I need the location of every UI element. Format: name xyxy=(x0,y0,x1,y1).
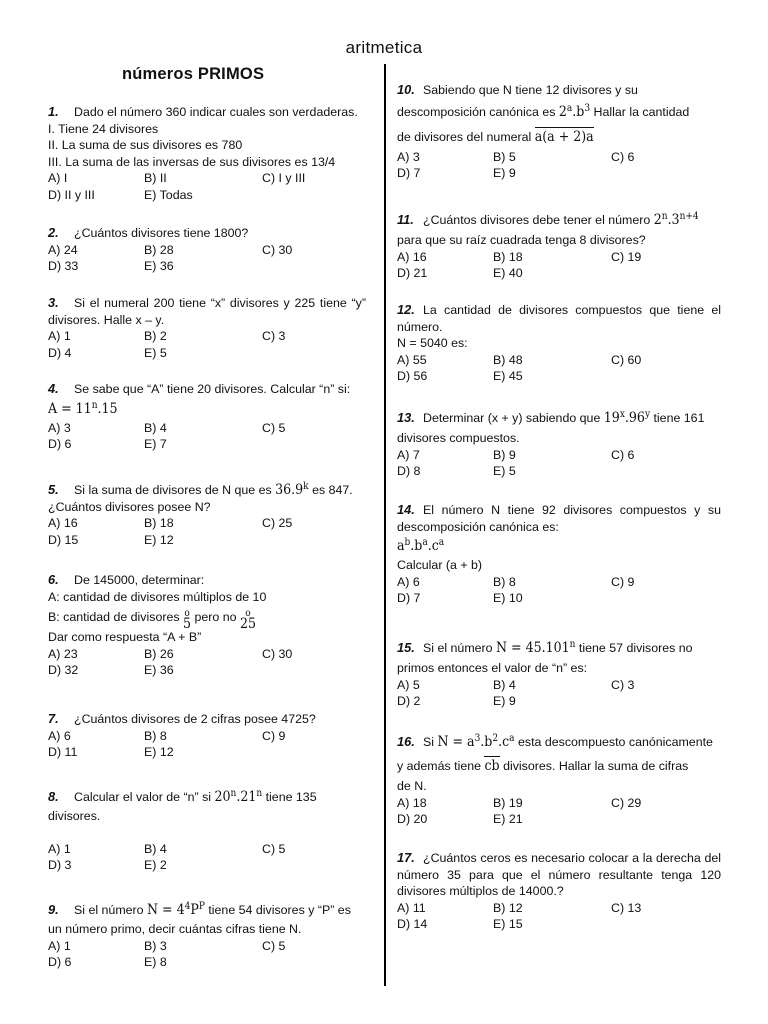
option-d: D) 8 xyxy=(397,464,421,479)
question-number: 7. xyxy=(48,711,59,726)
option-e: E) 40 xyxy=(493,266,523,281)
option-d: D) 6 xyxy=(48,955,72,970)
option-e: E) 12 xyxy=(144,532,174,547)
option-b: B) 4 xyxy=(144,841,167,856)
answer-options xyxy=(48,328,366,361)
option-a: A) 7 xyxy=(397,447,420,462)
question-1 xyxy=(48,104,366,204)
answer-options xyxy=(48,728,366,761)
question-12: 12. La cantidad de divisores compuestos que tiene el número. N = 5040 es: A) 55 B) 48 C) 60 D) 56 E) 45 xyxy=(397,302,721,384)
option-c: C) 3 xyxy=(611,677,635,692)
option-e: E) 5 xyxy=(144,345,167,360)
option-b: B) 18 xyxy=(493,249,523,264)
option-a: A) 11 xyxy=(397,900,426,915)
question-number: 10. xyxy=(397,82,415,97)
option-a: A) 3 xyxy=(48,420,71,435)
question-14: 14. El número N tiene 92 divisores compuestos y su descomposición canónica es: $a^b.b^a.c^a$ Calcular (a + b) A) 6 B) 8 C) 9 D) 7 E) 10 xyxy=(397,502,721,606)
topic-title: números PRIMOS xyxy=(122,65,265,83)
option-c: C) 6 xyxy=(611,149,635,164)
question-number: 9. xyxy=(48,902,59,917)
answer-options xyxy=(397,249,721,282)
question-number: 13. xyxy=(397,410,415,425)
option-c: C) 25 xyxy=(262,516,293,531)
question-3 xyxy=(48,295,366,361)
question-8: 8. Calcular el valor de “n” si 20$^n$.21$^n$ tiene 135 divisores. A) 1 B) 4 C) 5 D) 3 E) 2 xyxy=(48,786,366,874)
option-b: B) 2 xyxy=(144,329,167,344)
question-text: Dado el número 360 indicar cuales son verdaderas. xyxy=(74,105,358,119)
answer-options xyxy=(48,938,366,971)
question-number: 14. xyxy=(397,502,415,517)
option-a: A) 24 xyxy=(48,242,78,257)
option-e: E) 5 xyxy=(493,464,516,479)
option-e: E) Todas xyxy=(144,187,193,202)
question-11: 11. ¿Cuántos divisores debe tener el número $2^n.3^{n+4}$ para que su raíz cuadrada tenga 8 divisores? A) 16 B) 18 C) 19 D) 21 E) 40 xyxy=(397,208,721,282)
option-d: D) 33 xyxy=(48,259,79,274)
option-e: E) 8 xyxy=(144,955,167,970)
answer-options xyxy=(48,420,366,453)
question-number: 11. xyxy=(397,212,414,227)
option-c: C) 30 xyxy=(262,646,293,661)
document-title: aritmetica xyxy=(345,38,423,57)
question-text: ¿Cuántos ceros es necesario colocar a la derecha del número 35 para que el número resultante tenga 120 divisores múltiplos de 14000.? xyxy=(397,851,721,899)
multiple-notation: o 25 xyxy=(239,608,256,633)
option-b: B) 8 xyxy=(493,574,516,589)
option-b: B) 8 xyxy=(144,728,167,743)
option-b: B) 19 xyxy=(493,795,523,810)
question-7 xyxy=(48,711,366,761)
numeral-overline: cb xyxy=(484,758,500,774)
option-a: A) 5 xyxy=(397,677,420,692)
question-6: 6. De 145000, determinar: A: cantidad de divisores múltiplos de 10 B: cantidad de divisores o 5 pero no o 25 Dar como respuesta “A + B” A) 23 B) 26 C) 30 D) 32 E) 36 xyxy=(48,572,366,679)
statement-item: III. La suma de las inversas de sus divisores es 13/4 xyxy=(48,154,336,169)
statement-item: II. La suma de sus divisores es 780 xyxy=(48,138,243,153)
answer-options xyxy=(397,574,721,607)
option-e: E) 9 xyxy=(493,166,516,181)
option-d: D) 56 xyxy=(397,369,428,384)
option-a: A) 6 xyxy=(48,728,71,743)
option-c: C) 9 xyxy=(611,574,635,589)
question-4 xyxy=(48,381,366,453)
option-d: D) II y III xyxy=(48,187,95,202)
option-d: D) 6 xyxy=(48,437,72,452)
answer-options xyxy=(48,515,366,548)
option-b: B) II xyxy=(144,171,167,186)
formula: $A = 11^n.15$ xyxy=(48,399,118,417)
option-c: C) 6 xyxy=(611,447,635,462)
option-d: D) 21 xyxy=(397,266,428,281)
multiple-notation: o 5 xyxy=(183,608,192,633)
option-c: C) 9 xyxy=(262,728,286,743)
option-e: E) 36 xyxy=(144,663,174,678)
option-c: C) I y III xyxy=(262,171,306,186)
question-text: El número N tiene 92 divisores compuestos y su descomposición canónica es: xyxy=(397,503,721,534)
question-16: 16. Si $N = a^3.b^2.c^a$ esta descompuesto canónicamente y además tiene cb divisores. Hallar la suma de cifras de N. A) 18 B) 19 C) 29 D) 20 E) 21 xyxy=(397,730,721,828)
question-10: 10. Sabiendo que N tiene 12 divisores y su descomposición canónica es $2^a.b^3$ Hallar la cantidad de divisores del numeral a(a + 2)a A) 3 B) 5 C) 6 D) 7 E) 9 xyxy=(397,82,721,182)
formula: $2^a.b^3$ xyxy=(558,102,591,120)
question-text: De 145000, determinar: xyxy=(74,573,205,587)
option-a: A) 18 xyxy=(397,795,427,810)
answer-options xyxy=(48,646,366,679)
option-b: B) 26 xyxy=(144,646,174,661)
answer-options xyxy=(48,841,366,874)
answer-options xyxy=(48,170,366,203)
question-text: La cantidad de divisores compuestos que tiene el número. xyxy=(397,303,721,334)
option-c: C) 3 xyxy=(262,329,286,344)
question-5: 5. Si la suma de divisores de N que es 36.9$^k$ es 847. ¿Cuántos divisores posee N? A) 16 B) 18 C) 25 D) 15 E) 12 xyxy=(48,482,366,548)
option-d: D) 2 xyxy=(397,694,421,709)
option-e: E) 9 xyxy=(493,694,516,709)
question-15: 15. Si el número $N = 45.101^n$ tiene 57 divisores no primos entonces el valor de “n” es: A) 5 B) 4 C) 3 D) 2 E) 9 xyxy=(397,636,721,710)
question-9: 9. Si el número $N = 4^4P^P$ tiene 54 divisores y “P” es un número primo, decir cuántas cifras tiene N. A) 1 B) 3 C) 5 D) 6 E) 8 xyxy=(48,899,366,971)
option-d: D) 7 xyxy=(397,166,421,181)
question-2 xyxy=(48,225,366,275)
question-text: Se sabe que “A” tiene 20 divisores. Calcular “n” si: xyxy=(74,382,351,396)
option-d: D) 14 xyxy=(397,917,428,932)
option-b: B) 4 xyxy=(493,677,516,692)
question-number: 6. xyxy=(48,572,59,587)
option-d: D) 32 xyxy=(48,663,79,678)
option-b: B) 28 xyxy=(144,242,174,257)
option-c: C) 5 xyxy=(262,841,286,856)
option-b: B) 4 xyxy=(144,420,167,435)
option-c: C) 60 xyxy=(611,352,642,367)
option-c: C) 5 xyxy=(262,420,286,435)
option-e: E) 10 xyxy=(493,591,523,606)
option-e: E) 12 xyxy=(144,745,174,760)
formula: $N = 4^4P^P$ xyxy=(147,901,205,918)
question-text: Si el numeral 200 tiene “x” divisores y 225 tiene “y” divisores. Halle x – y. xyxy=(48,296,366,327)
formula: $N = 45.101^n$ xyxy=(496,639,576,656)
option-c: C) 13 xyxy=(611,900,642,915)
formula: 20$^n$.21$^n$ xyxy=(214,788,263,805)
option-d: D) 20 xyxy=(397,812,428,827)
answer-options xyxy=(397,447,721,480)
question-number: 2. xyxy=(48,225,59,240)
option-d: D) 11 xyxy=(48,745,78,760)
option-d: D) 7 xyxy=(397,591,421,606)
option-e: E) 21 xyxy=(493,812,523,827)
formula: 36.9$^k$ xyxy=(275,481,309,498)
option-e: E) 2 xyxy=(144,858,167,873)
option-a: A) 16 xyxy=(48,516,78,531)
option-b: B) 48 xyxy=(493,352,523,367)
option-e: E) 7 xyxy=(144,437,167,452)
option-a: A) 3 xyxy=(397,149,420,164)
option-b: B) 12 xyxy=(493,900,523,915)
question-number: 4. xyxy=(48,381,59,396)
option-a: A) I xyxy=(48,171,68,186)
answer-options xyxy=(397,352,721,385)
option-e: E) 45 xyxy=(493,369,523,384)
option-c: C) 30 xyxy=(262,242,293,257)
question-number: 5. xyxy=(48,482,59,497)
formula: $a^b.b^a.c^a$ xyxy=(397,537,445,555)
question-number: 16. xyxy=(397,734,415,749)
answer-options xyxy=(397,149,721,182)
option-a: A) 1 xyxy=(48,329,71,344)
formula: $N = a^3.b^2.c^a$ xyxy=(437,733,515,750)
question-17 xyxy=(397,850,721,933)
option-c: C) 19 xyxy=(611,249,642,264)
option-a: A) 16 xyxy=(397,249,427,264)
option-a: A) 6 xyxy=(397,574,420,589)
question-number: 8. xyxy=(48,789,59,804)
option-c: C) 5 xyxy=(262,938,286,953)
question-number: 17. xyxy=(397,850,415,865)
option-d: D) 3 xyxy=(48,858,72,873)
answer-options xyxy=(48,242,366,275)
option-b: B) 3 xyxy=(144,938,167,953)
answer-options xyxy=(397,795,721,828)
formula: $2^n.3^{n+4}$ xyxy=(653,211,699,228)
option-b: B) 18 xyxy=(144,516,174,531)
answer-options xyxy=(397,900,721,933)
option-b: B) 9 xyxy=(493,447,516,462)
answer-options xyxy=(397,677,721,710)
option-c: C) 29 xyxy=(611,795,642,810)
option-e: E) 15 xyxy=(493,917,523,932)
numeral-overline: a(a + 2)a xyxy=(534,128,594,145)
column-divider xyxy=(384,64,386,986)
question-number: 12. xyxy=(397,302,415,317)
statement-item: I. Tiene 24 divisores xyxy=(48,121,159,136)
option-e: E) 36 xyxy=(144,259,174,274)
question-number: 3. xyxy=(48,295,59,310)
question-text: ¿Cuántos divisores tiene 1800? xyxy=(74,226,249,240)
question-13: 13. Determinar (x + y) sabiendo que 19$^x$.96$^y$ tiene 161 divisores compuestos. A) 7 B) 9 C) 6 D) 8 E) 5 xyxy=(397,406,721,480)
question-text: ¿Cuántos divisores de 2 cifras posee 4725? xyxy=(74,712,316,726)
option-a: A) 1 xyxy=(48,841,71,856)
question-number: 15. xyxy=(397,640,415,655)
question-number: 1. xyxy=(48,104,59,119)
option-b: B) 5 xyxy=(493,149,516,164)
option-d: D) 4 xyxy=(48,345,72,360)
option-a: A) 1 xyxy=(48,938,71,953)
formula: 19$^x$.96$^y$ xyxy=(603,409,651,426)
option-a: A) 55 xyxy=(397,352,427,367)
option-a: A) 23 xyxy=(48,646,78,661)
option-d: D) 15 xyxy=(48,532,79,547)
